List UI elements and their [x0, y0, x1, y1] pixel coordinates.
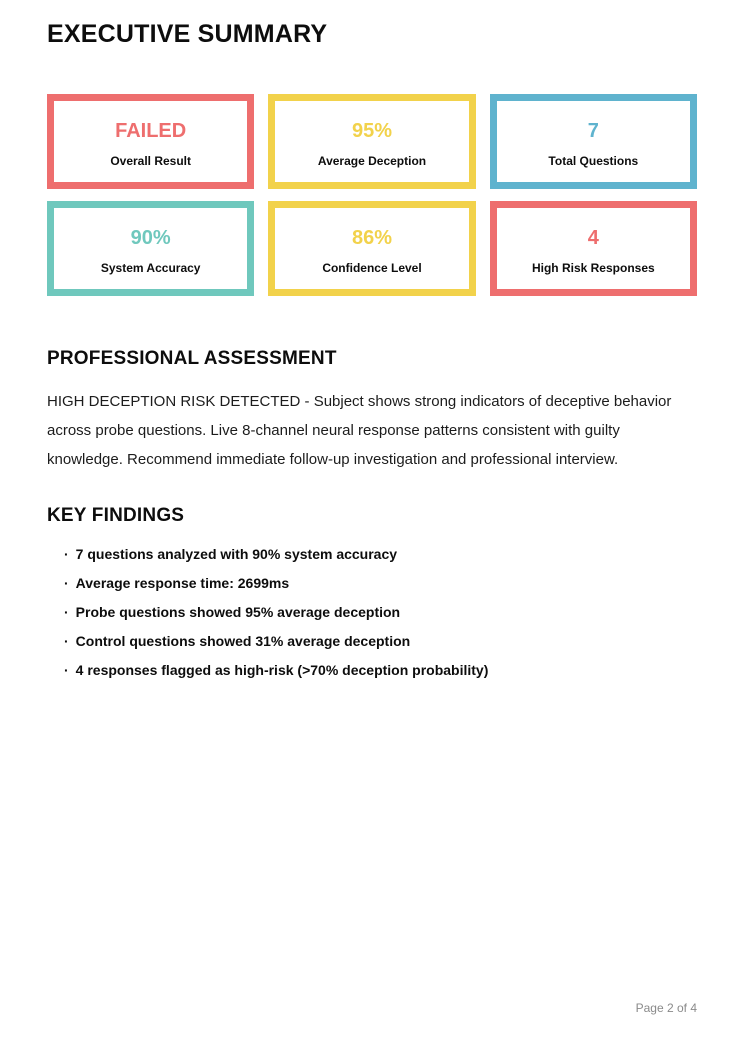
key-finding-item: [64, 547, 697, 561]
page-title: EXECUTIVE SUMMARY: [47, 20, 328, 48]
section-heading-key-findings: KEY FINDINGS: [47, 505, 185, 526]
bullet-dot-icon: ·: [64, 662, 69, 678]
bullet-dot-icon: ·: [64, 633, 69, 649]
stat-value: 95%: [351, 120, 392, 142]
key-finding-item: [64, 605, 697, 619]
summary-stat-cards: [47, 94, 697, 296]
stat-value: FAILED: [115, 120, 187, 142]
section-heading-professional-assessment: PROFESSIONAL ASSESSMENT: [47, 348, 337, 369]
assessment-body-text: HIGH DECEPTION RISK DETECTED - Subject shows strong indicators of deceptive behavior across probe questions. Live 8-channel neural response patterns consistent with guilty knowledge. Recommend immediate follow-up investigation and professional interview.: [47, 393, 672, 468]
stat-label: Average Deception: [317, 154, 427, 168]
stat-value: 7: [587, 120, 599, 142]
stat-card-overall-result: [47, 94, 254, 189]
key-finding-item: [64, 576, 697, 590]
stat-label: Total Questions: [548, 154, 639, 168]
section-key-findings: [47, 505, 697, 677]
bullet-dot-icon: ·: [64, 575, 69, 591]
section-professional-assessment: [47, 348, 697, 474]
bullet-dot-icon: ·: [64, 546, 69, 562]
stat-card-total-questions: [490, 94, 697, 189]
stat-label: System Accuracy: [100, 261, 201, 275]
key-finding-item: [64, 634, 697, 648]
key-finding-text: 7 questions analyzed with 90% system accuracy: [75, 546, 398, 562]
key-findings-list: [47, 547, 697, 677]
stat-card-system-accuracy: [47, 201, 254, 296]
key-finding-item: [64, 663, 697, 677]
key-finding-text: 4 responses flagged as high-risk (>70% deception probability): [75, 662, 489, 678]
key-finding-text: Average response time: 2699ms: [75, 575, 290, 591]
stat-value: 90%: [130, 227, 171, 249]
stat-value: 86%: [351, 227, 392, 249]
stat-label: High Risk Responses: [531, 261, 655, 275]
stat-label: Overall Result: [110, 154, 192, 168]
stat-card-high-risk-responses: [490, 201, 697, 296]
key-finding-text: Control questions showed 31% average deception: [75, 633, 411, 649]
bullet-dot-icon: ·: [64, 604, 69, 620]
key-finding-text: Probe questions showed 95% average deception: [75, 604, 401, 620]
stat-card-confidence-level: [268, 201, 475, 296]
page-number: Page 2 of 4: [635, 1001, 697, 1015]
stat-card-average-deception: [268, 94, 475, 189]
stat-value: 4: [587, 227, 599, 249]
stat-label: Confidence Level: [322, 261, 422, 275]
